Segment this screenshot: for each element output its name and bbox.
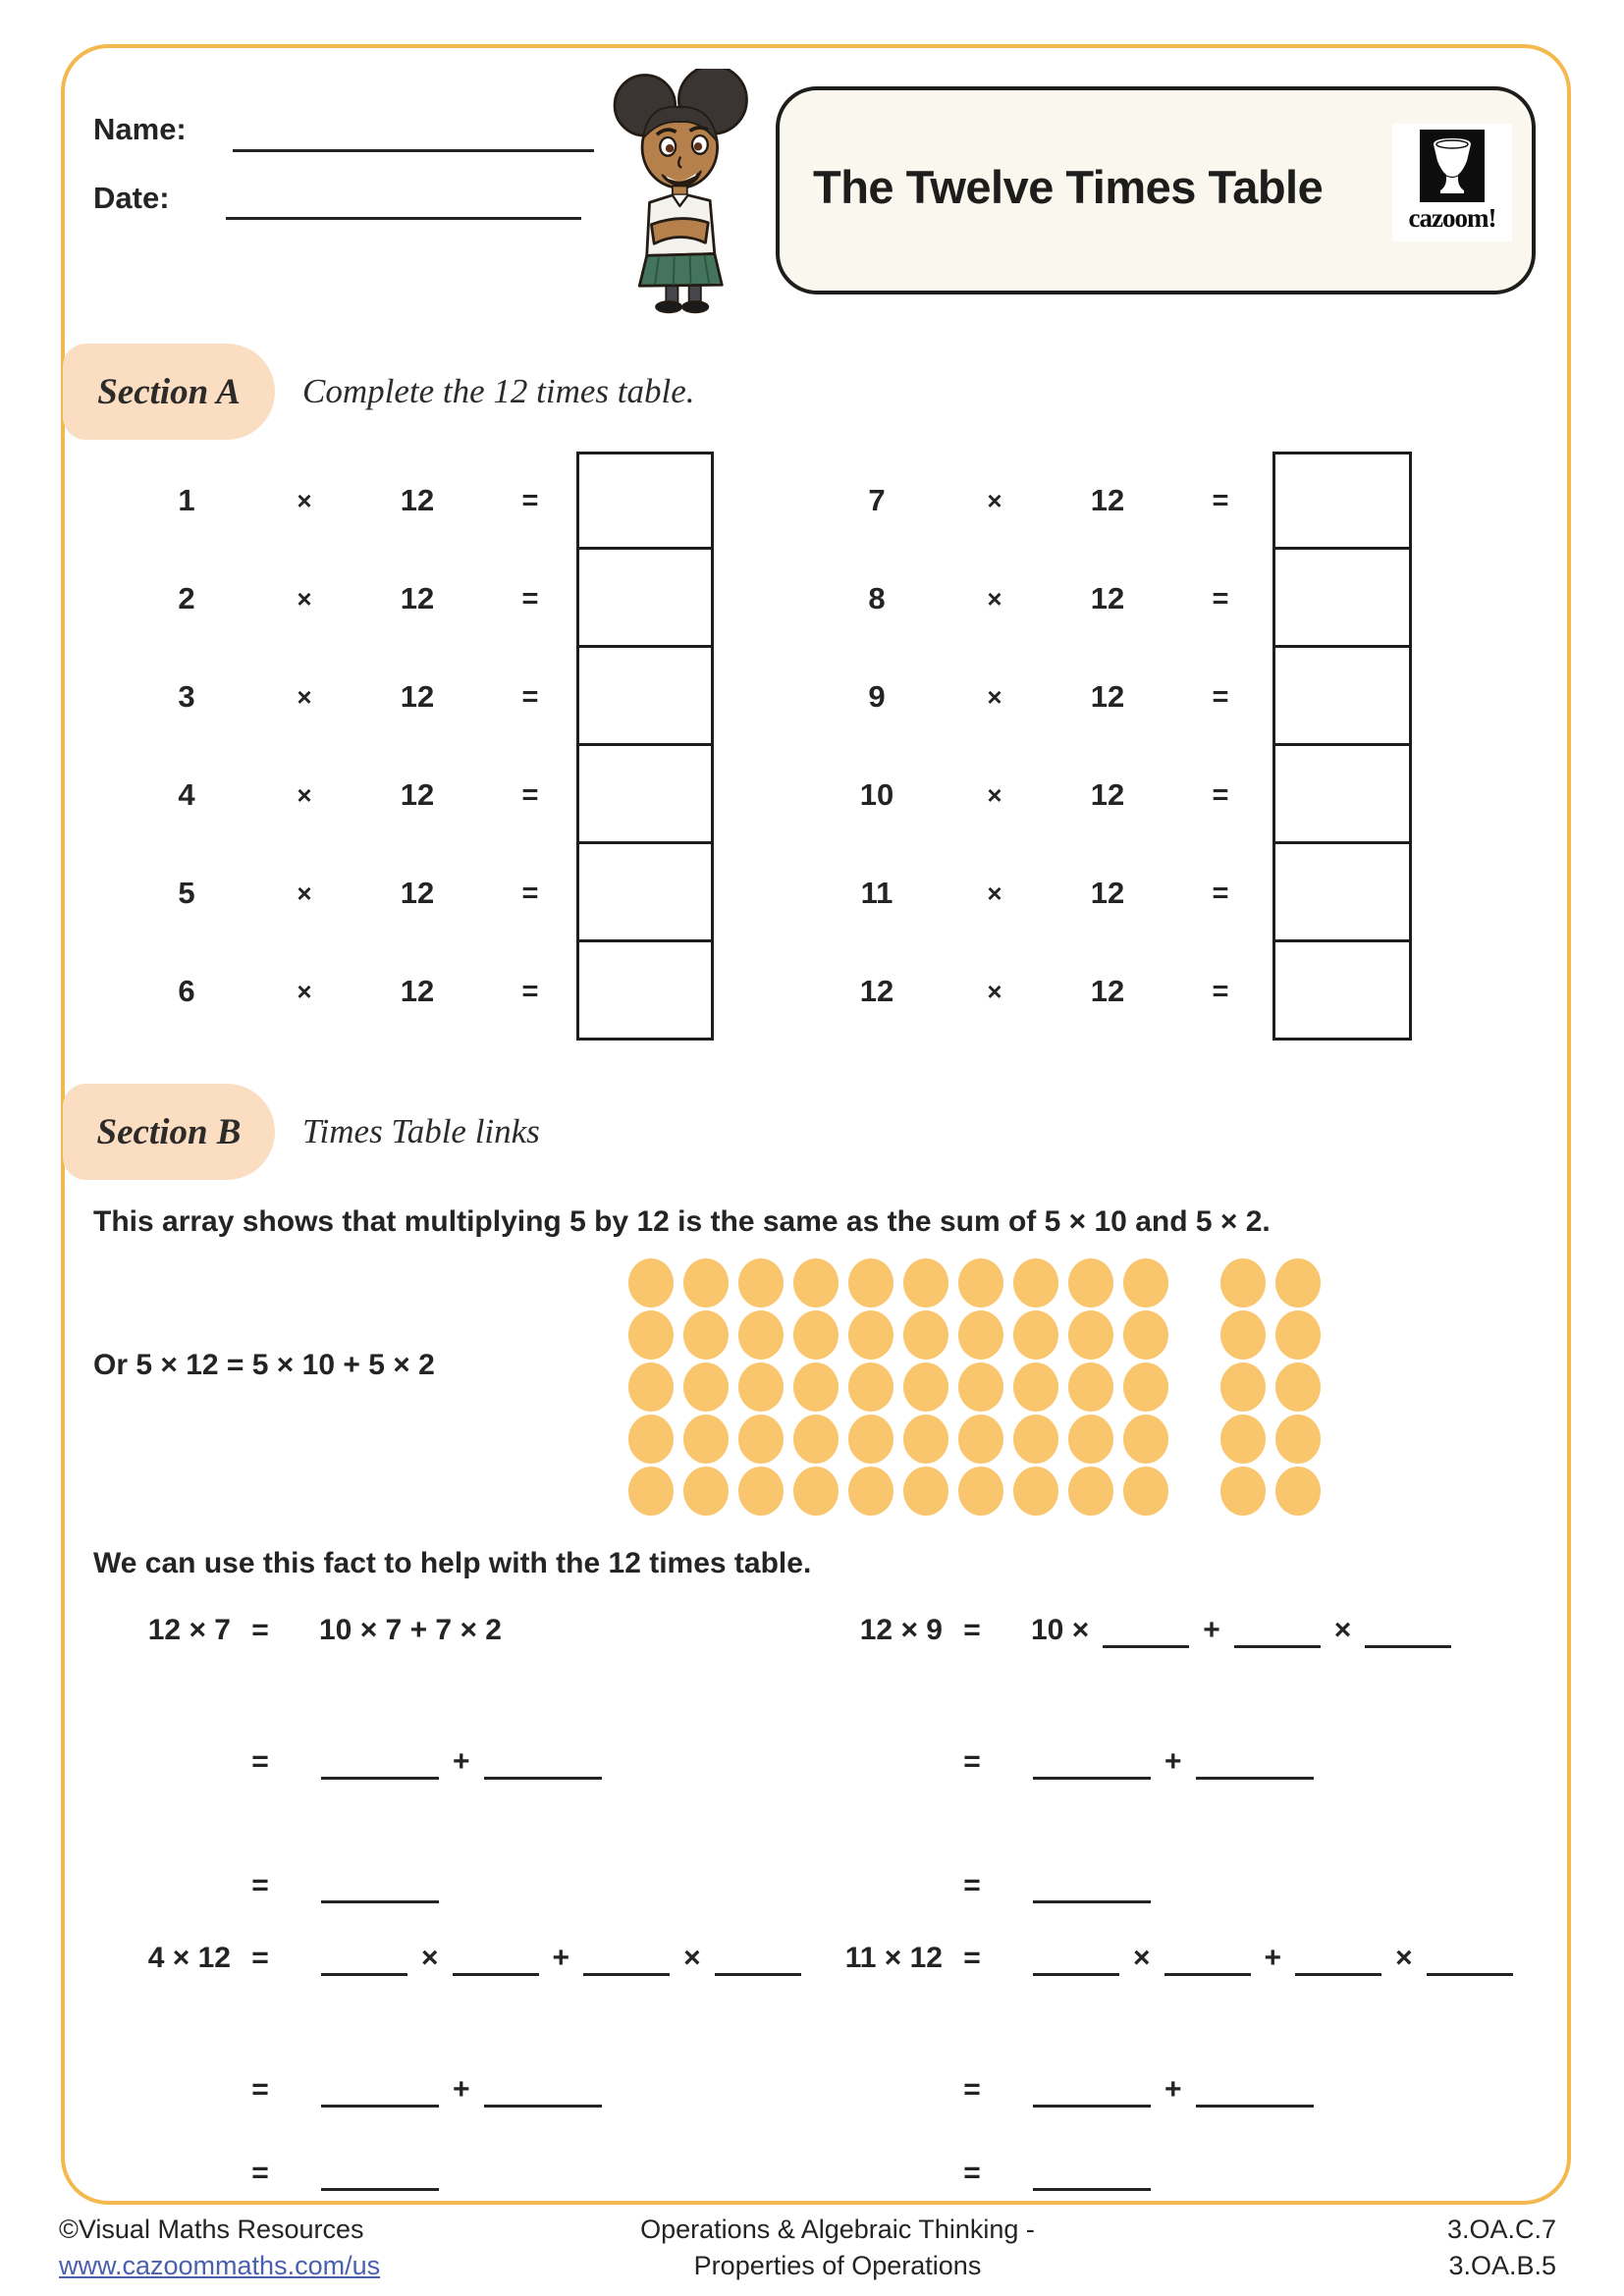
array-dot (1123, 1362, 1168, 1412)
equals-symbol: = (1212, 680, 1229, 713)
times-symbol: × (987, 681, 1002, 712)
answer-blank[interactable] (453, 1973, 539, 1976)
times-table-row (818, 844, 1279, 942)
equation-row (830, 2157, 1561, 2196)
times-symbol: × (297, 485, 312, 515)
array-dot (683, 1467, 729, 1516)
footer-standards-block (1345, 2212, 1556, 2284)
answer-box[interactable] (1272, 939, 1412, 1041)
array-dot (1275, 1467, 1321, 1516)
equation-rhs (313, 2179, 447, 2182)
times-symbol: × (297, 976, 312, 1006)
section-b-pill (63, 1084, 275, 1180)
answer-box[interactable] (576, 939, 714, 1041)
multiplier-value: 12 (400, 876, 435, 910)
times-table-row (128, 550, 589, 648)
array-dot (1068, 1258, 1113, 1308)
array-dot (1275, 1362, 1321, 1412)
multiplier-value: 12 (1090, 483, 1125, 517)
times-table-row (818, 648, 1279, 746)
times-symbol: × (987, 779, 1002, 810)
equation-rhs (1025, 1745, 1322, 1779)
equation-lhs: 12 × 7 (147, 1614, 231, 1646)
answer-box[interactable] (576, 743, 714, 844)
operand-value: 9 (868, 679, 886, 714)
array-dot (738, 1362, 784, 1412)
schoolgirl-mascot-illustration (597, 69, 772, 316)
array-dot (1123, 1310, 1168, 1360)
array-dot (1220, 1258, 1266, 1308)
equation-row (830, 1869, 1561, 1908)
answer-blank[interactable] (321, 1900, 439, 1903)
equation-row (93, 1614, 825, 1653)
equals-symbol: = (1212, 975, 1229, 1007)
array-dot (958, 1362, 1003, 1412)
answer-blank[interactable] (1033, 1900, 1151, 1903)
array-dot (738, 1258, 784, 1308)
multiplier-value: 12 (400, 679, 435, 714)
operand-value: 5 (178, 876, 195, 910)
answer-blank[interactable] (321, 1973, 407, 1976)
standard-code-1: 3.OA.C.7 (1446, 2215, 1556, 2244)
array-dot (628, 1310, 674, 1360)
answer-blank[interactable] (1033, 1973, 1119, 1976)
answer-blank[interactable] (1365, 1645, 1451, 1648)
cazoom-logo (1392, 124, 1512, 241)
equals-symbol: = (521, 778, 539, 811)
section-a-label: Section A (97, 371, 241, 412)
equals-symbol: = (251, 2157, 269, 2189)
equation-rhs (313, 1942, 809, 1975)
equation-term: × (421, 1942, 439, 1974)
standard-code-2: 3.OA.B.5 (1448, 2251, 1556, 2280)
array-dot (1220, 1467, 1266, 1516)
operand-value: 12 (859, 974, 894, 1008)
array-dot (738, 1415, 784, 1464)
equation-block (830, 1602, 1561, 1908)
equation-rhs (313, 1892, 447, 1895)
equation-term: + (1164, 2073, 1182, 2106)
equation-row (93, 2073, 825, 2112)
multiplier-value: 12 (400, 483, 435, 517)
array-dot (903, 1467, 948, 1516)
times-table-row (818, 942, 1279, 1041)
array-dot (1013, 1258, 1058, 1308)
array-dot (958, 1415, 1003, 1464)
times-symbol: × (987, 976, 1002, 1006)
answer-blank[interactable] (1033, 1777, 1151, 1780)
multiplier-value: 12 (1090, 679, 1125, 714)
answer-box[interactable] (576, 452, 714, 550)
array-dot (738, 1467, 784, 1516)
djembe-drum-icon (1420, 130, 1485, 202)
multiplier-value: 12 (400, 581, 435, 615)
times-table-row (128, 942, 589, 1041)
equals-symbol: = (521, 582, 539, 614)
times-table-row (818, 746, 1279, 844)
equation-rhs (1025, 1614, 1459, 1647)
answer-box[interactable] (1272, 645, 1412, 746)
equation-lhs: 11 × 12 (844, 1942, 943, 1974)
multiplier-value: 12 (1090, 777, 1125, 812)
dot-group-gap (1178, 1415, 1220, 1464)
array-dot (848, 1415, 893, 1464)
name-label: Name: (93, 112, 187, 146)
topic-line-2: Properties of Operations (693, 2251, 982, 2280)
dot-array (628, 1258, 1330, 1519)
equals-symbol: = (251, 1614, 269, 1646)
name-field-line[interactable] (233, 149, 594, 152)
multiplier-value: 12 (400, 974, 435, 1008)
equation-rhs (1025, 2073, 1322, 2107)
equals-symbol: = (963, 1869, 981, 1901)
times-symbol: × (987, 878, 1002, 908)
times-column-left-boxes (576, 452, 714, 1041)
times-symbol: × (297, 779, 312, 810)
equation-rhs (1025, 1942, 1521, 1975)
times-column-right-rows (818, 452, 1279, 1041)
answer-blank[interactable] (1103, 1645, 1189, 1648)
equation-row (93, 1942, 825, 1981)
array-dot (903, 1415, 948, 1464)
answer-box[interactable] (1272, 452, 1412, 550)
footer-topic-block (575, 2212, 1100, 2284)
array-dot (848, 1258, 893, 1308)
equals-symbol: = (1212, 778, 1229, 811)
array-dot (1123, 1467, 1168, 1516)
section-b-caption: Times Table links (302, 1112, 540, 1150)
equation-term: × (1395, 1942, 1413, 1974)
array-dot (903, 1362, 948, 1412)
answer-blank[interactable] (583, 1973, 670, 1976)
answer-blank[interactable] (1033, 2105, 1151, 2108)
array-dot (903, 1258, 948, 1308)
array-dot (1068, 1467, 1113, 1516)
array-dot (903, 1310, 948, 1360)
operand-value: 1 (178, 483, 195, 517)
array-dot (1068, 1362, 1113, 1412)
equation-row (93, 2157, 825, 2196)
equals-symbol: = (1212, 582, 1229, 614)
equals-symbol: = (251, 1942, 269, 1974)
equals-symbol: = (963, 2157, 981, 2189)
equals-symbol: = (963, 1614, 981, 1646)
dot-row (628, 1310, 1330, 1360)
array-dot (1013, 1362, 1058, 1412)
array-dot (1220, 1415, 1266, 1464)
array-dot (1068, 1415, 1113, 1464)
array-dot (793, 1362, 839, 1412)
answer-box[interactable] (1272, 547, 1412, 648)
operand-value: 10 (859, 777, 894, 812)
multiplier-value: 12 (1090, 876, 1125, 910)
equation-term: + (552, 1942, 570, 1974)
array-dot (1013, 1467, 1058, 1516)
array-dot (958, 1258, 1003, 1308)
equation-term: + (1203, 1614, 1220, 1646)
dot-row (628, 1362, 1330, 1412)
times-symbol: × (987, 485, 1002, 515)
array-dot (1123, 1415, 1168, 1464)
array-dot (1123, 1258, 1168, 1308)
equals-symbol: = (251, 1869, 269, 1901)
answer-blank[interactable] (1427, 1973, 1513, 1976)
operand-value: 3 (178, 679, 195, 714)
topic-line-1: Operations & Algebraic Thinking - (640, 2215, 1035, 2244)
equals-symbol: = (963, 2073, 981, 2106)
footer-copyright-block (59, 2212, 380, 2284)
equation-term: × (1133, 1942, 1151, 1974)
equals-symbol: = (963, 1942, 981, 1974)
equation-lhs: 4 × 12 (147, 1942, 231, 1974)
array-dot (1068, 1310, 1113, 1360)
array-dot (848, 1310, 893, 1360)
answer-blank[interactable] (484, 1777, 602, 1780)
times-column-left-rows (128, 452, 589, 1041)
equation-term: × (1333, 1614, 1352, 1646)
operand-value: 11 (860, 876, 893, 910)
array-dot (1275, 1310, 1321, 1360)
equation-block (830, 1930, 1561, 2196)
array-dot (1013, 1310, 1058, 1360)
answer-blank[interactable] (715, 1973, 801, 1976)
equation-rhs (313, 2073, 610, 2107)
array-dot (628, 1415, 674, 1464)
array-dot (793, 1258, 839, 1308)
answer-box[interactable] (1272, 841, 1412, 942)
dot-row (628, 1467, 1330, 1516)
dot-group-gap (1178, 1258, 1220, 1308)
answer-box[interactable] (576, 547, 714, 648)
array-dot (628, 1467, 674, 1516)
equation-row (830, 2073, 1561, 2112)
operand-value: 2 (178, 581, 195, 615)
times-symbol: × (297, 583, 312, 614)
array-dot (738, 1310, 784, 1360)
website-link[interactable]: www.cazoommaths.com/us (59, 2251, 381, 2280)
date-field-line[interactable] (226, 217, 581, 220)
array-dot (848, 1467, 893, 1516)
times-table-row (128, 648, 589, 746)
answer-blank[interactable] (321, 2188, 439, 2191)
equation-term: 10 × (1031, 1614, 1090, 1646)
array-dot (958, 1310, 1003, 1360)
equation-row (830, 1745, 1561, 1785)
section-a-caption: Complete the 12 times table. (302, 372, 695, 410)
equation-row (830, 1614, 1561, 1653)
answer-box[interactable] (1272, 743, 1412, 844)
array-dot (1275, 1258, 1321, 1308)
dot-group-gap (1178, 1310, 1220, 1360)
equation-lhs: 12 × 9 (859, 1614, 943, 1646)
array-dot (793, 1310, 839, 1360)
array-dot (1220, 1310, 1266, 1360)
equals-symbol: = (1212, 484, 1229, 516)
equals-symbol: = (521, 484, 539, 516)
dot-group-gap (1178, 1362, 1220, 1412)
times-column-right-boxes (1272, 452, 1412, 1041)
array-dot (958, 1467, 1003, 1516)
answer-blank[interactable] (484, 2105, 602, 2108)
date-label: Date: (93, 181, 170, 215)
equation-term: × (683, 1942, 701, 1974)
times-table-row (818, 452, 1279, 550)
section-b-label: Section B (96, 1111, 242, 1152)
equation-rhs (313, 1614, 508, 1647)
answer-blank[interactable] (1196, 1777, 1314, 1780)
multiplier-value: 12 (400, 777, 435, 812)
answer-blank[interactable] (1234, 1645, 1321, 1648)
array-dot (683, 1258, 729, 1308)
copyright-text: ©Visual Maths Resources (59, 2215, 364, 2244)
dot-group-gap (1178, 1467, 1220, 1516)
array-dot (683, 1362, 729, 1412)
answer-box[interactable] (576, 645, 714, 746)
times-table-row (128, 746, 589, 844)
equals-symbol: = (521, 877, 539, 909)
times-table-row (128, 844, 589, 942)
array-intro-text: This array shows that multiplying 5 by 12 is the same as the sum of 5 × 10 and 5 × 2. (93, 1205, 1271, 1238)
array-dot (628, 1362, 674, 1412)
answer-box[interactable] (576, 841, 714, 942)
equals-symbol: = (963, 1745, 981, 1778)
operand-value: 4 (178, 777, 195, 812)
array-dot (683, 1415, 729, 1464)
equation-term: + (1264, 1942, 1282, 1974)
times-symbol: × (297, 681, 312, 712)
times-symbol: × (987, 583, 1002, 614)
equals-symbol: = (521, 975, 539, 1007)
equation-term: 10 × 7 + 7 × 2 (319, 1614, 502, 1646)
equation-term: + (453, 1745, 470, 1778)
equation-block (93, 1602, 825, 1908)
operand-value: 6 (178, 974, 195, 1008)
equation-row (830, 1942, 1561, 1981)
array-dot (1275, 1415, 1321, 1464)
page-title: The Twelve Times Table (813, 160, 1324, 213)
section-a-pill (63, 344, 275, 440)
multiplier-value: 12 (1090, 974, 1125, 1008)
multiplier-value: 12 (1090, 581, 1125, 615)
dot-row (628, 1258, 1330, 1308)
times-table-row (128, 452, 589, 550)
equals-symbol: = (1212, 877, 1229, 909)
answer-blank[interactable] (1164, 1973, 1251, 1976)
answer-blank[interactable] (1033, 2188, 1151, 2191)
logo-wordmark: cazoom! (1408, 203, 1496, 233)
answer-blank[interactable] (1196, 2105, 1314, 2108)
equals-symbol: = (251, 2073, 269, 2106)
answer-blank[interactable] (321, 1777, 439, 1780)
equals-symbol: = (521, 680, 539, 713)
fact-helper-text: We can use this fact to help with the 12 times table. (93, 1547, 812, 1579)
array-dot (1220, 1362, 1266, 1412)
equation-row (93, 1869, 825, 1908)
equation-rhs (1025, 1892, 1159, 1895)
times-symbol: × (297, 878, 312, 908)
operand-value: 8 (868, 581, 886, 615)
answer-blank[interactable] (1295, 1973, 1381, 1976)
array-dot (628, 1258, 674, 1308)
answer-blank[interactable] (321, 2105, 439, 2108)
equation-row (93, 1745, 825, 1785)
operand-value: 7 (868, 483, 886, 517)
times-table-row (818, 550, 1279, 648)
or-equation-text: Or 5 × 12 = 5 × 10 + 5 × 2 (93, 1349, 435, 1381)
array-dot (848, 1362, 893, 1412)
array-dot (793, 1467, 839, 1516)
equation-term: + (453, 2073, 470, 2106)
array-dot (793, 1415, 839, 1464)
array-dot (1013, 1415, 1058, 1464)
equation-block (93, 1930, 825, 2196)
equation-term: + (1164, 1745, 1182, 1778)
equals-symbol: = (251, 1745, 269, 1778)
dot-row (628, 1415, 1330, 1464)
array-dot (683, 1310, 729, 1360)
equation-rhs (313, 1745, 610, 1779)
equation-rhs (1025, 2179, 1159, 2182)
